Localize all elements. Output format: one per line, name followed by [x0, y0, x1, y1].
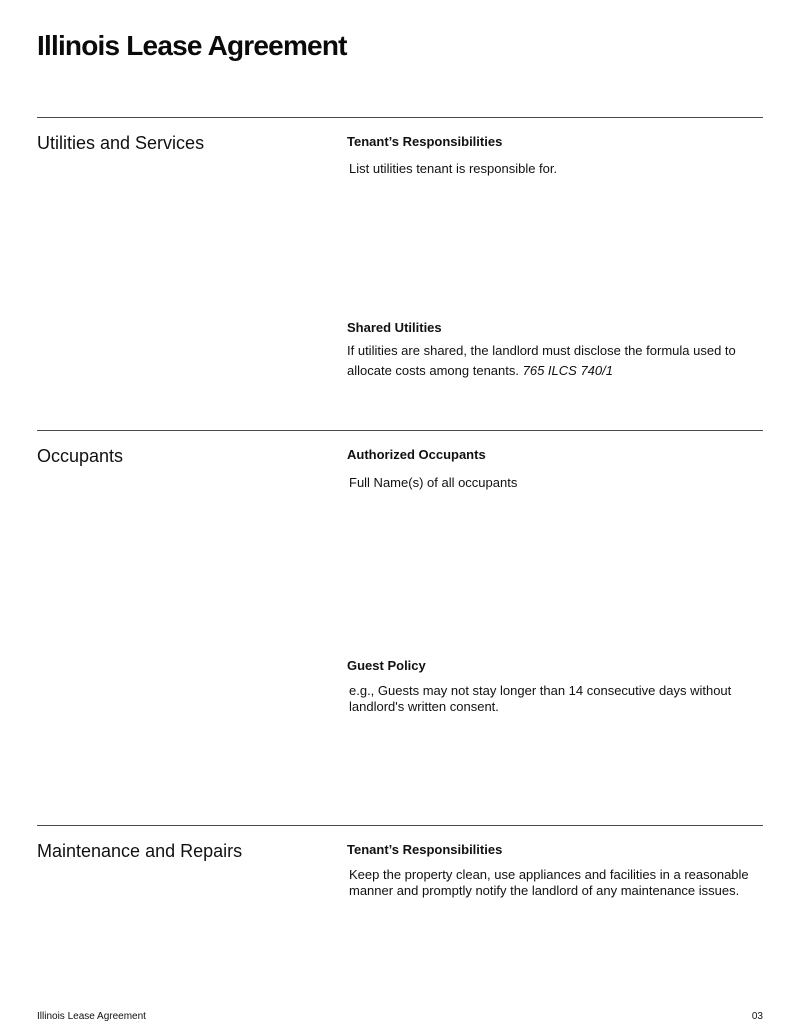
maintenance-tenant-responsibilities-label: Tenant’s Responsibilities [347, 842, 503, 857]
shared-utilities-label: Shared Utilities [347, 320, 442, 335]
section-divider [37, 825, 763, 826]
section-heading-utilities: Utilities and Services [37, 133, 205, 153]
authorized-occupants-field[interactable]: Full Name(s) of all occupants [349, 475, 518, 490]
section-divider [37, 117, 763, 118]
shared-utilities-text [347, 341, 762, 381]
footer-page-number: 03 [751, 1011, 763, 1022]
authorized-occupants-label: Authorized Occupants [347, 447, 486, 462]
document-title: Illinois Lease Agreement [37, 30, 347, 61]
tenant-utilities-field[interactable]: List utilities tenant is responsible for. [349, 161, 558, 176]
section-heading-occupants: Occupants [37, 446, 124, 466]
section-divider [37, 430, 763, 431]
guest-policy-field[interactable]: e.g., Guests may not stay longer than 14 consecutive days without landlord's written consent. [349, 683, 732, 714]
guest-policy-label: Guest Policy [347, 658, 426, 673]
tenant-responsibilities-label: Tenant’s Responsibilities [347, 134, 503, 149]
footer-document-name: Illinois Lease Agreement [37, 1011, 146, 1022]
shared-utilities-body: If utilities are shared, the landlord must disclose the formula used to allocate costs among tenants. [347, 343, 736, 378]
statute-citation: 765 ILCS 740/1 [522, 363, 613, 378]
section-heading-maintenance: Maintenance and Repairs [37, 841, 243, 861]
maintenance-tenant-field[interactable]: Keep the property clean, use appliances and facilities in a reasonable manner and promptly notify the landlord of any maintenance issues. [349, 867, 749, 898]
